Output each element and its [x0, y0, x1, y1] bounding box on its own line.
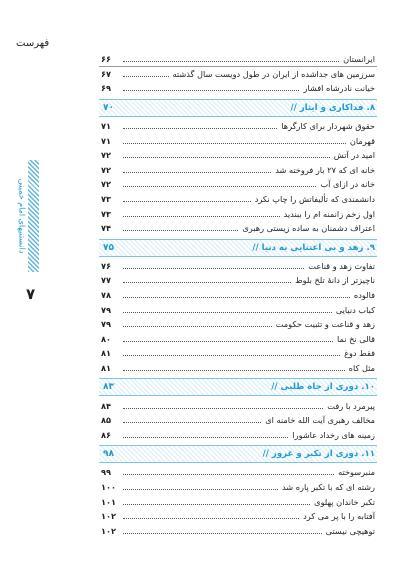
- toc-entry-page: ۷۳: [101, 194, 111, 205]
- toc-entry-page: ۷۳: [101, 208, 111, 219]
- toc-entry-page: ۷۲: [101, 179, 111, 190]
- toc-entry-title: کباب دنیایی: [335, 304, 375, 315]
- toc-section-title: ۹. زهد و بی اعتنایی به دنیا //: [252, 242, 375, 253]
- toc-entry-page: ۸۴: [101, 400, 111, 411]
- toc-dot-leader: [123, 60, 339, 62]
- toc-entry[interactable]: [99, 523, 377, 538]
- toc-entry-title: سرزمین های جداشده از ایران در طول دویست سال گذشته: [172, 68, 375, 79]
- toc-dot-leader: [123, 215, 280, 217]
- toc-entry-page: ۸۵: [101, 415, 111, 426]
- table-of-contents: [99, 52, 377, 538]
- toc-entry-title: اعتراف دشمنان به ساده زیستی رهبری: [242, 223, 375, 234]
- toc-entry-page: ۷۲: [101, 164, 111, 175]
- toc-dot-leader: [123, 171, 271, 173]
- toc-entry[interactable]: [99, 259, 377, 274]
- sidebar-book-title-wrap: [18, 160, 26, 272]
- toc-entry[interactable]: [99, 302, 377, 317]
- toc-entry-page: ۶۶: [101, 54, 111, 65]
- toc-section-page: ۷۰: [103, 102, 114, 113]
- toc-entry-page: ۸۶: [101, 429, 111, 440]
- toc-dot-leader: [123, 436, 288, 438]
- toc-dot-leader: [123, 200, 251, 202]
- toc-entry-page: ۱۰۰: [101, 481, 116, 492]
- toc-entry[interactable]: [99, 494, 377, 509]
- toc-entry[interactable]: [99, 52, 377, 67]
- toc-dot-leader: [123, 407, 323, 409]
- toc-entry[interactable]: [99, 119, 377, 134]
- toc-entry[interactable]: [99, 465, 377, 480]
- toc-dot-leader: [123, 421, 261, 423]
- toc-entry[interactable]: [99, 288, 377, 303]
- toc-dot-leader: [123, 156, 330, 158]
- toc-entry-page: ۷۱: [101, 135, 111, 146]
- toc-section-title: ۸. فداکاری و ایثار //: [290, 102, 375, 113]
- toc-entry[interactable]: [99, 81, 377, 96]
- toc-dot-leader: [123, 325, 272, 327]
- toc-entry-title: فالوده: [353, 290, 375, 301]
- toc-entry[interactable]: [99, 67, 377, 82]
- toc-entry[interactable]: [99, 163, 377, 178]
- toc-dot-leader: [123, 185, 316, 187]
- toc-dot-leader: [123, 488, 278, 490]
- page-header-title: فهرست: [16, 38, 50, 49]
- toc-entry[interactable]: [99, 317, 377, 332]
- toc-dot-leader: [123, 340, 333, 342]
- toc-entry[interactable]: [99, 273, 377, 288]
- toc-entry-title: ناچیزتر از دانهٔ تلخ بلوط: [295, 275, 375, 286]
- toc-dot-leader: [123, 142, 346, 144]
- toc-section-heading[interactable]: [99, 445, 377, 463]
- sidebar-book-title: دانستنیهای امام خمینی: [17, 178, 27, 254]
- toc-entry-page: ۷۹: [101, 304, 111, 315]
- toc-entry[interactable]: [99, 332, 377, 347]
- toc-entry-title: مخالف رهبری آیت الله خامنه ای: [265, 415, 375, 426]
- toc-entry-title: زهد و قناعت و تثبیت حکومت: [275, 319, 375, 330]
- toc-entry-title: رشته ای که با تکبر پاره شد: [282, 481, 375, 492]
- toc-dot-leader: [123, 473, 334, 475]
- toc-dot-leader: [123, 89, 299, 91]
- toc-dot-leader: [123, 229, 238, 231]
- toc-entry-title: زمینه های رخداد عاشورا: [292, 429, 375, 440]
- toc-entry[interactable]: [99, 361, 377, 376]
- toc-entry-title: منبرسوخته: [338, 467, 375, 478]
- toc-entry-title: فقط دوغ: [344, 348, 375, 359]
- toc-dot-leader: [123, 296, 350, 298]
- toc-entry-page: ۷۲: [101, 150, 111, 161]
- toc-section-title: ۱۱. دوری از تکبر و غرور //: [262, 449, 375, 460]
- toc-entry[interactable]: [99, 346, 377, 361]
- toc-entry-page: ۹۹: [101, 467, 111, 478]
- toc-entry-page: ۷۴: [101, 223, 111, 234]
- toc-section-heading[interactable]: [99, 378, 377, 396]
- toc-entry[interactable]: [99, 148, 377, 163]
- toc-entry-page: ۱۰۲: [101, 511, 116, 522]
- toc-entry[interactable]: [99, 133, 377, 148]
- toc-entry-title: حقوق شهردار برای کارگرها: [281, 121, 375, 132]
- toc-dot-leader: [123, 532, 322, 534]
- toc-entry[interactable]: [99, 509, 377, 524]
- toc-entry-page: ۸۱: [101, 348, 111, 359]
- toc-entry[interactable]: [99, 206, 377, 221]
- toc-dot-leader: [123, 75, 169, 77]
- toc-section-heading[interactable]: [99, 239, 377, 257]
- toc-entry[interactable]: [99, 398, 377, 413]
- toc-entry[interactable]: [99, 413, 377, 428]
- toc-entry[interactable]: [99, 192, 377, 207]
- toc-entry-page: ۷۸: [101, 290, 111, 301]
- toc-entry-title: تفاوت زهد و قناعت: [308, 260, 375, 271]
- toc-entry[interactable]: [99, 427, 377, 442]
- sidebar-decorative-stripe: [28, 160, 39, 272]
- toc-dot-leader: [123, 369, 345, 371]
- toc-entry-title: آفتابه را با پر می کرد: [303, 511, 375, 522]
- toc-entry-page: ۶۷: [101, 68, 111, 79]
- toc-entry[interactable]: [99, 221, 377, 236]
- toc-entry-page: ۱۰۲: [101, 525, 116, 536]
- toc-dot-leader: [123, 517, 299, 519]
- toc-section-page: ۷۵: [103, 242, 114, 253]
- toc-entry-page: ۷۹: [101, 319, 111, 330]
- toc-entry-title: اول زخم زانمنه ام را ببندید: [283, 208, 375, 219]
- toc-entry-page: ۷۱: [101, 121, 111, 132]
- toc-dot-leader: [123, 311, 332, 313]
- toc-entry-title: خیانت نادرشاه افشار: [303, 83, 375, 94]
- toc-entry-title: خانه ای که ۲۷ بار فروخته شد: [275, 164, 375, 175]
- toc-entry-page: ۷۷: [101, 275, 111, 286]
- toc-entry-page: ۷۶: [101, 260, 111, 271]
- toc-entry-title: خانه در ازای آب: [320, 179, 375, 190]
- toc-section-title: ۱۰. دوری از جاه طلبی //: [271, 382, 375, 393]
- toc-section-heading[interactable]: [99, 99, 377, 117]
- toc-entry[interactable]: [99, 177, 377, 192]
- toc-entry-title: پیرمرد با رفت: [327, 400, 375, 411]
- toc-entry[interactable]: [99, 480, 377, 495]
- toc-section-page: ۸۳: [103, 382, 114, 393]
- toc-dot-leader: [123, 503, 310, 505]
- toc-section-page: ۹۸: [103, 449, 114, 460]
- toc-entry-page: ۸۱: [101, 362, 111, 373]
- toc-entry-title: توهیچی نیستی: [325, 525, 375, 536]
- toc-entry-page: ۶۹: [101, 83, 111, 94]
- toc-entry-page: ۸۰: [101, 333, 111, 344]
- toc-entry-title: امید در آتش: [333, 150, 375, 161]
- toc-entry-page: ۱۰۱: [101, 496, 116, 507]
- toc-entry-title: مثل کاه: [348, 362, 375, 373]
- toc-dot-leader: [123, 354, 340, 356]
- page-number: ۷: [26, 285, 36, 303]
- toc-entry-title: دانشمندی که تألیفاتش را چاپ نکرد: [254, 194, 375, 205]
- toc-dot-leader: [123, 127, 277, 129]
- toc-entry-title: تکبر خاندان پهلوی: [314, 496, 375, 507]
- toc-entry-title: قالی نخ نما: [336, 333, 375, 344]
- toc-dot-leader: [123, 267, 304, 269]
- toc-entry-title: قهرمان: [349, 135, 375, 146]
- toc-entry-title: ایرانستان: [343, 54, 375, 65]
- toc-dot-leader: [123, 281, 291, 283]
